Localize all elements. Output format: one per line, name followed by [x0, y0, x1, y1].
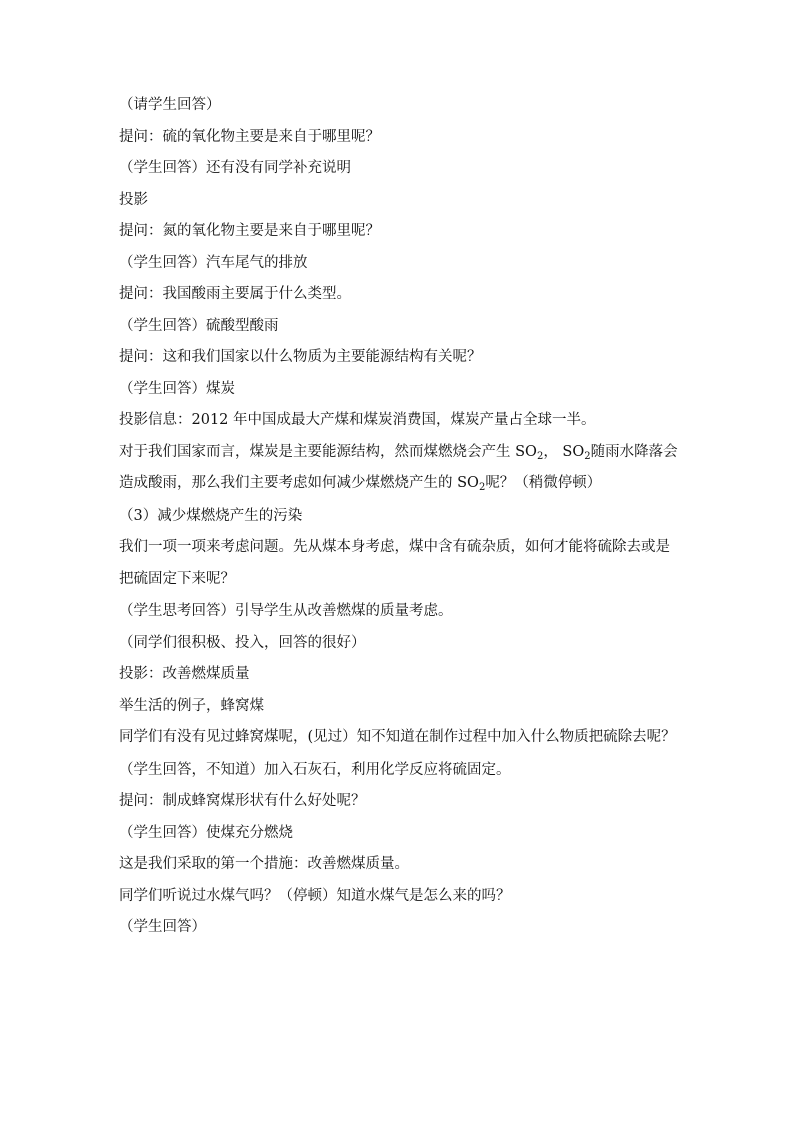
- text-line: 投影: [119, 191, 148, 208]
- so2-text-b: ， SO: [543, 443, 585, 460]
- section-title: （3）减少煤燃烧产生的污染: [119, 507, 303, 524]
- text-line: 提问：硫的氧化物主要是来自于哪里呢？: [119, 128, 380, 145]
- text-line: 同学们听说过水煤气吗？（停顿）知道水煤气是怎么来的吗？: [119, 887, 511, 904]
- text-line: 这是我们采取的第一个措施：改善燃煤质量。: [119, 856, 409, 872]
- text-line: 提问：氮的氧化物主要是来自于哪里呢？: [119, 223, 380, 239]
- so2-text-d: 呢？（稍微停顿）: [485, 475, 602, 491]
- text-line: （学生回答）汽车尾气的排放: [119, 254, 308, 271]
- so2-paragraph: [119, 437, 679, 500]
- text-line: （同学们很积极、投入，回答的很好）: [119, 634, 366, 651]
- subscript: 2: [536, 450, 544, 462]
- text-line: （学生回答）还有没有同学补充说明: [119, 160, 351, 176]
- paragraph: 同学们有没有见过蜂窝煤呢，(见过）知不知道在制作过程中加入什么物质把硫除去呢？: [119, 729, 676, 745]
- subscript: 2: [478, 482, 486, 493]
- paragraph: 我们一项一项来考虑问题。先从煤本身考虑，煤中含有硫杂质，如何才能将硫除去或是把硫固定下来呢？: [119, 539, 670, 587]
- text-line: （学生思考回答）引导学生从改善燃煤的质量考虑。: [119, 603, 453, 619]
- text-line: 举生活的例子，蜂窝煤: [119, 697, 264, 714]
- text-line: 提问：制成蜂窝煤形状有什么好处呢？: [119, 793, 366, 809]
- text-line: （请学生回答）: [119, 97, 221, 113]
- so2-text-a: 对于我们国家而言，煤炭是主要能源结构，然而煤燃烧会产生 SO: [119, 443, 537, 460]
- text-line: 投影：改善燃煤质量: [119, 666, 250, 682]
- text-line: （学生回答，不知道）加入石灰石，利用化学反应将硫固定。: [119, 761, 511, 778]
- subscript: 2: [584, 450, 591, 462]
- text-line: （学生回答）煤炭: [119, 380, 235, 397]
- text-line: （学生回答）使煤充分燃烧: [119, 824, 293, 841]
- text-line: 提问：这和我们国家以什么物质为主要能源结构有关呢？: [119, 349, 482, 365]
- text-line: 提问：我国酸雨主要属于什么类型。: [119, 286, 351, 302]
- text-line: 投影信息：2012 年中国成最大产煤和煤炭消费国，煤炭产量占全球一半。: [119, 412, 596, 428]
- so2-text-c: 随雨水降落会造成酸雨，那么我们主要考虑如何减少煤燃烧产生的 SO: [119, 443, 678, 491]
- text-line: （学生回答）硫酸型酸雨: [119, 317, 279, 334]
- document-body: [119, 96, 679, 950]
- text-line: （学生回答）: [119, 919, 206, 935]
